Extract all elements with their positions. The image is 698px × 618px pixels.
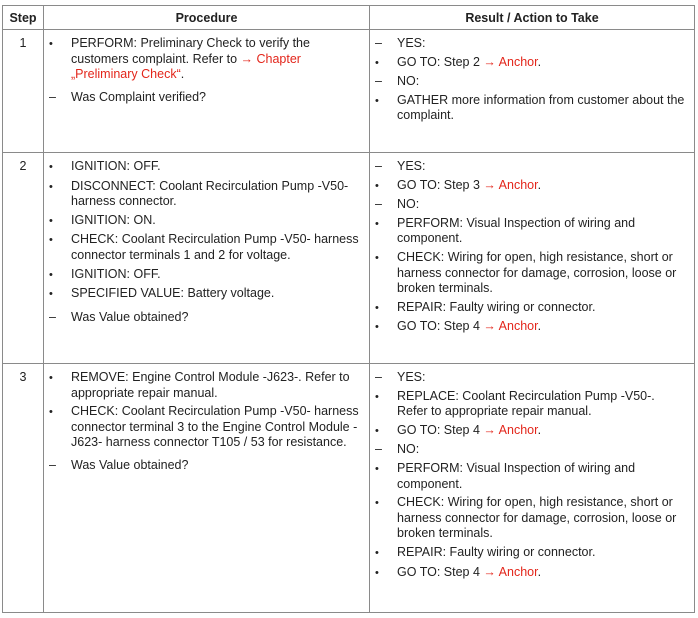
item-text: CHECK: Coolant Recirculation Pump -V50- harness connector terminals 1 and 2 for voltage. (71, 232, 359, 262)
list-item (44, 179, 363, 210)
item-text: Was Value obtained? (71, 309, 189, 324)
item-text: CHECK: Wiring for open, high resistance, short or harness connector for damage, corrosion, loose or broken terminals. (397, 249, 677, 296)
list-item (370, 370, 688, 386)
list-item (44, 458, 363, 474)
list-item (370, 319, 688, 336)
dash-marker (44, 90, 71, 106)
list-item-text (397, 370, 688, 386)
item-text: REPLACE: Coolant Recirculation Pump -V50-. Refer to appropriate repair manual. (397, 388, 655, 419)
item-text: NO: (397, 197, 420, 212)
chapter-link[interactable]: → Chapter „Preliminary Check“ (71, 51, 301, 82)
bullet-marker (370, 216, 397, 247)
procedure-cell (44, 30, 370, 153)
bullet-marker (370, 319, 397, 336)
list-item (370, 197, 688, 213)
item-text: GO TO: Step 4 (397, 319, 484, 334)
result-cell (370, 153, 695, 364)
list-item (44, 36, 363, 83)
dash-marker (44, 310, 71, 326)
step-number: 2 (3, 153, 44, 364)
list-item (44, 267, 363, 284)
list-item-text (397, 74, 688, 90)
bullet-marker (44, 286, 71, 303)
anchor-link[interactable]: → Anchor (483, 564, 538, 579)
item-text-suffix: . (537, 177, 542, 192)
anchor-link[interactable]: → Anchor (483, 422, 538, 437)
result-cell (370, 30, 695, 153)
result-cell (370, 364, 695, 613)
bullet-marker (370, 423, 397, 440)
list-item (370, 545, 688, 562)
list-item (44, 286, 363, 303)
item-text: YES: (397, 36, 426, 50)
step-number: 3 (3, 364, 44, 613)
list-item-text (71, 267, 363, 284)
list-item-text (71, 159, 363, 176)
list-item (370, 495, 688, 542)
list-item (44, 90, 363, 106)
list-item (370, 442, 688, 458)
item-text: GO TO: Step 4 (397, 564, 484, 579)
item-text: REMOVE: Engine Control Module -J623-. Refer to appropriate repair manual. (71, 370, 350, 400)
procedure-cell (44, 153, 370, 364)
bullet-marker (370, 495, 397, 542)
item-text: REPAIR: Faulty wiring or connector. (397, 544, 596, 559)
list-item (370, 565, 688, 582)
item-text: PERFORM: Visual Inspection of wiring and component. (397, 215, 636, 246)
list-item-text (397, 495, 688, 542)
item-text: GO TO: Step 2 (397, 54, 484, 69)
item-text: GO TO: Step 4 (397, 422, 484, 437)
list-item (370, 55, 688, 72)
item-text-suffix: . (537, 422, 542, 437)
header-result: Result / Action to Take (370, 6, 695, 30)
list-item-text (71, 458, 363, 474)
list-item (370, 389, 688, 420)
item-text: SPECIFIED VALUE: Battery voltage. (71, 286, 275, 301)
list-item-text (71, 90, 363, 106)
anchor-link[interactable]: → Anchor (483, 54, 538, 69)
list-item-text (397, 197, 688, 213)
list-item (370, 216, 688, 247)
list-item (44, 370, 363, 401)
item-text: NO: (397, 74, 420, 89)
list-item (370, 93, 688, 124)
header-step: Step (3, 6, 44, 30)
item-text: CHECK: Wiring for open, high resistance, short or harness connector for damage, corrosion, loose or broken terminals. (397, 495, 677, 541)
list-item (44, 213, 363, 230)
item-text-suffix: . (537, 564, 542, 579)
item-text: GATHER more information from customer about the complaint. (397, 92, 685, 123)
bullet-marker (44, 404, 71, 451)
list-item-text (71, 310, 363, 326)
table-row (3, 153, 695, 364)
list-item-text (397, 461, 688, 492)
list-item (44, 310, 363, 326)
bullet-marker (44, 179, 71, 210)
bullet-marker (370, 389, 397, 420)
list-item-text (397, 389, 688, 420)
item-text: GO TO: Step 3 (397, 177, 484, 192)
list-item-text (71, 370, 363, 401)
dash-marker (370, 442, 397, 458)
list-item-text (71, 36, 363, 83)
item-text: REPAIR: Faulty wiring or connector. (397, 299, 596, 314)
list-item-text (71, 213, 363, 230)
table-row (3, 364, 695, 613)
list-item-text (397, 300, 688, 317)
bullet-marker (370, 300, 397, 317)
bullet-marker (44, 232, 71, 263)
bullet-marker (370, 55, 397, 72)
list-item (370, 300, 688, 317)
bullet-marker (370, 545, 397, 562)
list-item-text (397, 159, 688, 175)
list-item-text (71, 404, 363, 451)
item-text: Was Value obtained? (71, 457, 189, 472)
list-item (44, 232, 363, 263)
item-text-suffix: . (537, 54, 542, 69)
list-item-text (71, 232, 363, 263)
list-item-text (397, 216, 688, 247)
list-item-text (397, 319, 688, 336)
list-item-text (397, 565, 688, 582)
bullet-marker (370, 565, 397, 582)
item-text-suffix: . (537, 319, 542, 334)
step-number: 1 (3, 30, 44, 153)
table-header-row (3, 6, 695, 30)
bullet-marker (370, 250, 397, 297)
item-text: Was Complaint verified? (71, 89, 207, 104)
bullet-marker (44, 159, 71, 176)
bullet-marker (370, 93, 397, 124)
list-item (370, 36, 688, 52)
dash-marker (370, 197, 397, 213)
dash-marker (44, 458, 71, 474)
list-item-text (71, 179, 363, 210)
dash-marker (370, 159, 397, 175)
item-text: DISCONNECT: Coolant Recirculation Pump -V50- harness connector. (71, 178, 349, 209)
procedure-cell (44, 364, 370, 613)
anchor-link[interactable]: → Anchor (483, 177, 538, 192)
list-item (370, 159, 688, 175)
list-item (370, 461, 688, 492)
dash-marker (370, 74, 397, 90)
item-text: YES: (397, 159, 426, 173)
header-procedure: Procedure (44, 6, 370, 30)
item-text: CHECK: Coolant Recirculation Pump -V50- harness connector terminal 3 to the Engine Control Module -J623- harness connector T105 / 53 for resistance. (71, 404, 359, 450)
item-text: PERFORM: Preliminary Check to verify the customers complaint. Refer to (71, 36, 310, 66)
list-item-text (397, 442, 688, 458)
list-item (370, 250, 688, 297)
list-item-text (397, 423, 688, 440)
bullet-marker (44, 36, 71, 83)
list-item (370, 423, 688, 440)
list-item-text (397, 178, 688, 195)
item-text-suffix: . (180, 67, 185, 82)
procedure-table (2, 5, 695, 613)
table-row (3, 30, 695, 153)
list-item (370, 74, 688, 90)
list-item-text (397, 93, 688, 124)
item-text: IGNITION: OFF. (71, 266, 161, 281)
dash-marker (370, 370, 397, 386)
list-item-text (397, 545, 688, 562)
list-item (44, 159, 363, 176)
list-item (44, 404, 363, 451)
bullet-marker (44, 267, 71, 284)
list-item-text (71, 286, 363, 303)
bullet-marker (370, 461, 397, 492)
item-text: IGNITION: ON. (71, 212, 156, 227)
list-item (370, 178, 688, 195)
bullet-marker (44, 213, 71, 230)
item-text: NO: (397, 442, 420, 457)
item-text: PERFORM: Visual Inspection of wiring and component. (397, 460, 636, 491)
bullet-marker (44, 370, 71, 401)
list-item-text (397, 55, 688, 72)
list-item-text (397, 36, 688, 52)
dash-marker (370, 36, 397, 52)
item-text: IGNITION: OFF. (71, 159, 161, 173)
bullet-marker (370, 178, 397, 195)
list-item-text (397, 250, 688, 297)
anchor-link[interactable]: → Anchor (483, 319, 538, 334)
item-text: YES: (397, 370, 426, 384)
